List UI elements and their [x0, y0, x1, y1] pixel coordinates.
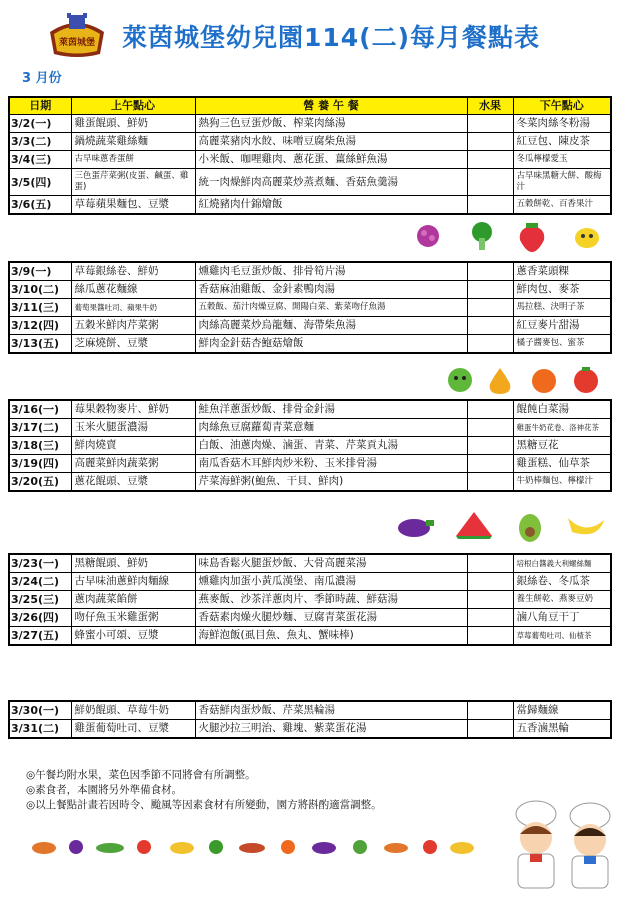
pm-snack-cell: 五香滷黑輪: [513, 720, 611, 739]
table-row: [9, 196, 611, 215]
am-snack-cell: 莓果穀物麥片、鮮奶: [71, 400, 195, 419]
lunch-cell: 火腿沙拉三明治、雞塊、紫菜蛋花湯: [195, 720, 467, 739]
pm-snack-cell: 橘子醬麥包、蜜茶: [513, 335, 611, 354]
fruit-cell: [467, 419, 513, 437]
table-row: [9, 437, 611, 455]
fruit-cell: [467, 133, 513, 151]
fruit-cell: [467, 701, 513, 720]
fruit-cell: [467, 115, 513, 133]
fruit-characters-2: [444, 362, 614, 396]
date-cell: 3/25(三): [9, 591, 71, 609]
lunch-cell: 海鮮泡飯(虱目魚、魚丸、蟹味棒): [195, 627, 467, 646]
pm-snack-cell: 蔥香菜頭粿: [513, 262, 611, 281]
am-snack-cell: 絲瓜蔥花麵線: [71, 281, 195, 299]
table-row: [9, 169, 611, 196]
table-row: [9, 455, 611, 473]
pear-icon: [490, 368, 511, 394]
date-cell: 3/26(四): [9, 609, 71, 627]
table-row: [9, 609, 611, 627]
pm-snack-cell: 馬拉糕、決明子茶: [513, 299, 611, 317]
month-label: 3 月份: [22, 71, 62, 86]
grape-icon: [417, 225, 439, 247]
date-cell: 3/23(一): [9, 554, 71, 573]
page-title: 萊茵城堡幼兒園114(二)每月餐點表: [122, 23, 541, 52]
lunch-cell: 統一肉燥鮮肉高麗菜炒蒸煮麵、香菇魚羹湯: [195, 169, 467, 196]
fruit-cell: [467, 609, 513, 627]
pm-snack-cell: 養生餅乾、燕麥豆奶: [513, 591, 611, 609]
date-cell: 3/2(一): [9, 115, 71, 133]
broccoli-icon: [472, 222, 492, 250]
date-cell: 3/11(三): [9, 299, 71, 317]
week-5-table: [8, 700, 612, 739]
lunch-cell: 鮭魚洋蔥蛋炒飯、排骨金針湯: [195, 400, 467, 419]
lunch-cell: 紅燒豬肉什錦燴飯: [195, 196, 467, 215]
week-1-table: [8, 96, 612, 215]
am-snack-cell: 雞蛋餛頭、鮮奶: [71, 115, 195, 133]
lunch-cell: 南瓜香菇木耳鮮肉炒米粉、玉米排骨湯: [195, 455, 467, 473]
note-item: ◎午餐均附水果，菜色因季節不同將會有所調整。: [26, 769, 256, 781]
pm-snack-cell: 草莓葡萄吐司、仙楂茶: [513, 627, 611, 646]
vegetable-border-icon: [14, 836, 484, 856]
fruit-cell: [467, 196, 513, 215]
week-4-table: [8, 553, 612, 646]
lunch-cell: 高麗菜豬肉水餃、味噌豆腐柴魚湯: [195, 133, 467, 151]
table-row: [9, 591, 611, 609]
am-snack-cell: 芝麻燒餅、豆漿: [71, 335, 195, 354]
lunch-cell: 芹菜海鮮粥(鮑魚、干貝、鮮肉): [195, 473, 467, 492]
date-cell: 3/10(二): [9, 281, 71, 299]
date-cell: 3/24(二): [9, 573, 71, 591]
am-snack-cell: 古早味油蔥鮮肉麵線: [71, 573, 195, 591]
pm-snack-cell: 鮮肉包、麥茶: [513, 281, 611, 299]
fruit-cell: [467, 455, 513, 473]
fruit-cell: [467, 281, 513, 299]
pm-snack-cell: 紅豆麥片甜湯: [513, 317, 611, 335]
am-snack-cell: 鍋燒蔬菜雞絲麵: [71, 133, 195, 151]
fruit-cell: [467, 554, 513, 573]
table-row: [9, 262, 611, 281]
table-row: [9, 335, 611, 354]
table-row: [9, 554, 611, 573]
col-lunch-header: 營 養 午 餐: [195, 97, 467, 115]
pm-snack-cell: 培根白醬義大利螺絲麵: [513, 554, 611, 573]
pm-snack-cell: 餛飩白菜湯: [513, 400, 611, 419]
fruit-cell: [467, 720, 513, 739]
strawberry-icon: [520, 223, 545, 252]
lunch-cell: 燻雞肉加蛋小黃瓜漢堡、南瓜濃湯: [195, 573, 467, 591]
table-row: [9, 701, 611, 720]
watermelon-icon: [456, 512, 492, 539]
note-item: ◎素食者，本園將另外準備食材。: [26, 784, 183, 796]
avocado-icon: [519, 514, 541, 542]
am-snack-cell: 蔥肉蔬菜餡餅: [71, 591, 195, 609]
lunch-cell: 熱狗三色豆蛋炒飯、榨菜肉絲湯: [195, 115, 467, 133]
am-snack-cell: 黑糖餛頭、鮮奶: [71, 554, 195, 573]
date-cell: 3/19(四): [9, 455, 71, 473]
apple-icon: [448, 368, 472, 392]
pm-snack-cell: 銀絲卷、冬瓜茶: [513, 573, 611, 591]
table-row: [9, 419, 611, 437]
lunch-cell: 五穀飯、茄汁肉燥豆腐、開陽白菜、紫菜吻仔魚湯: [195, 299, 467, 317]
lunch-cell: 味島香鬆火腿蛋炒飯、大骨高麗菜湯: [195, 554, 467, 573]
table-row: [9, 400, 611, 419]
am-snack-cell: 草莓蘋果麵包、豆漿: [71, 196, 195, 215]
am-snack-cell: 鮮肉燒賣: [71, 437, 195, 455]
tomato-icon: [574, 367, 598, 393]
table-row: [9, 573, 611, 591]
note-item: ◎以上餐點計畫若因時令、颱風等因素食材有所變動，園方將斟酌適當調整。: [26, 799, 382, 811]
pm-snack-cell: 紅豆包、陳皮茶: [513, 133, 611, 151]
fruit-cell: [467, 299, 513, 317]
chef-kids-icon: [498, 800, 626, 892]
date-cell: 3/17(二): [9, 419, 71, 437]
col-date-header: 日期: [9, 97, 71, 115]
lunch-cell: 肉絲高麗菜炒烏龍麵、海帶柴魚湯: [195, 317, 467, 335]
date-cell: 3/4(三): [9, 151, 71, 169]
lunch-cell: 肉絲魚豆腐蘿蔔青菜意麵: [195, 419, 467, 437]
pm-snack-cell: 五穀餅乾、百香果汁: [513, 196, 611, 215]
header-row: [9, 97, 611, 115]
table-row: [9, 299, 611, 317]
pm-snack-cell: 滷八角豆干丁: [513, 609, 611, 627]
am-snack-cell: 鮮奶餛頭、草莓牛奶: [71, 701, 195, 720]
pm-snack-cell: 古早味黑糖大餅、酸梅汁: [513, 169, 611, 196]
lunch-cell: 燕麥飯、沙茶洋蔥肉片、季節時蔬、鮮菇湯: [195, 591, 467, 609]
col-pm-snack-header: 下午點心: [513, 97, 611, 115]
pm-snack-cell: 雞蛋糕、仙草茶: [513, 455, 611, 473]
date-cell: 3/9(一): [9, 262, 71, 281]
pm-snack-cell: 冬菜肉絲冬粉湯: [513, 115, 611, 133]
am-snack-cell: 高麗菜鮮肉蔬菜粥: [71, 455, 195, 473]
date-cell: 3/30(一): [9, 701, 71, 720]
fruit-cell: [467, 573, 513, 591]
date-cell: 3/3(二): [9, 133, 71, 151]
table-row: [9, 281, 611, 299]
fruit-cell: [467, 437, 513, 455]
col-am-snack-header: 上午點心: [71, 97, 195, 115]
logo-text: 萊茵城堡: [58, 38, 96, 48]
week-3-table: [8, 399, 612, 492]
lunch-cell: 鮮肉金針菇杏鮑菇燴飯: [195, 335, 467, 354]
col-fruit-header: 水果: [467, 97, 513, 115]
pm-snack-cell: 當歸麵線: [513, 701, 611, 720]
am-snack-cell: 吻仔魚玉米雞蛋粥: [71, 609, 195, 627]
table-row: [9, 151, 611, 169]
table-row: [9, 720, 611, 739]
date-cell: 3/27(五): [9, 627, 71, 646]
date-cell: 3/31(二): [9, 720, 71, 739]
lunch-cell: 白飯、油蔥肉燥、滷蛋、青菜、芹菜貢丸湯: [195, 437, 467, 455]
pm-snack-cell: 黑糖豆花: [513, 437, 611, 455]
notes: [26, 768, 382, 813]
date-cell: 3/6(五): [9, 196, 71, 215]
week-2-table: [8, 261, 612, 354]
date-cell: 3/13(五): [9, 335, 71, 354]
orange-icon: [532, 369, 556, 393]
table-row: [9, 317, 611, 335]
lunch-cell: 香菇麻油雞飯、金針素鴨肉湯: [195, 281, 467, 299]
am-snack-cell: 蜂蜜小可頌、豆漿: [71, 627, 195, 646]
lemon-icon: [575, 228, 599, 248]
am-snack-cell: 葡萄果醬吐司、蘋果牛奶: [71, 299, 195, 317]
eggplant-icon: [398, 519, 434, 537]
am-snack-cell: 蔥花餛頭、豆漿: [71, 473, 195, 492]
date-cell: 3/12(四): [9, 317, 71, 335]
lunch-cell: 香菇素肉燥火腿炒麵、豆腐青菜蛋花湯: [195, 609, 467, 627]
fruit-characters-3: [392, 506, 612, 544]
fruit-cell: [467, 591, 513, 609]
date-cell: 3/16(一): [9, 400, 71, 419]
fruit-cell: [467, 335, 513, 354]
pm-snack-cell: 牛奶棒麵包、檸檬汁: [513, 473, 611, 492]
table-row: [9, 133, 611, 151]
fruit-cell: [467, 151, 513, 169]
school-logo: [42, 10, 112, 60]
date-cell: 3/5(四): [9, 169, 71, 196]
table-row: [9, 473, 611, 492]
pm-snack-cell: 雞蛋牛奶花卷、洛神花茶: [513, 419, 611, 437]
am-snack-cell: 古早味蔥香蛋餅: [71, 151, 195, 169]
table-row: [9, 115, 611, 133]
lunch-cell: 香菇鮮肉蛋炒飯、芹菜黑輪湯: [195, 701, 467, 720]
table-row: [9, 627, 611, 646]
am-snack-cell: 草莓銀絲卷、鮮奶: [71, 262, 195, 281]
fruit-cell: [467, 473, 513, 492]
fruit-characters-1: [412, 218, 612, 254]
lunch-cell: 小米飯、咖哩雞肉、蔥花蛋、薑絲鮮魚湯: [195, 151, 467, 169]
am-snack-cell: 玉米火腿蛋濃湯: [71, 419, 195, 437]
fruit-cell: [467, 262, 513, 281]
fruit-cell: [467, 627, 513, 646]
banana-icon: [568, 518, 604, 534]
fruit-cell: [467, 317, 513, 335]
fruit-cell: [467, 400, 513, 419]
date-cell: 3/18(三): [9, 437, 71, 455]
lunch-cell: 燻雞肉毛豆蛋炒飯、排骨筍片湯: [195, 262, 467, 281]
fruit-cell: [467, 169, 513, 196]
am-snack-cell: 三色蛋芹菜粥(皮蛋、鹹蛋、雞蛋): [71, 169, 195, 196]
am-snack-cell: 雞蛋葡萄吐司、豆漿: [71, 720, 195, 739]
pm-snack-cell: 冬瓜檸檬愛玉: [513, 151, 611, 169]
am-snack-cell: 五穀米鮮肉芹菜粥: [71, 317, 195, 335]
date-cell: 3/20(五): [9, 473, 71, 492]
